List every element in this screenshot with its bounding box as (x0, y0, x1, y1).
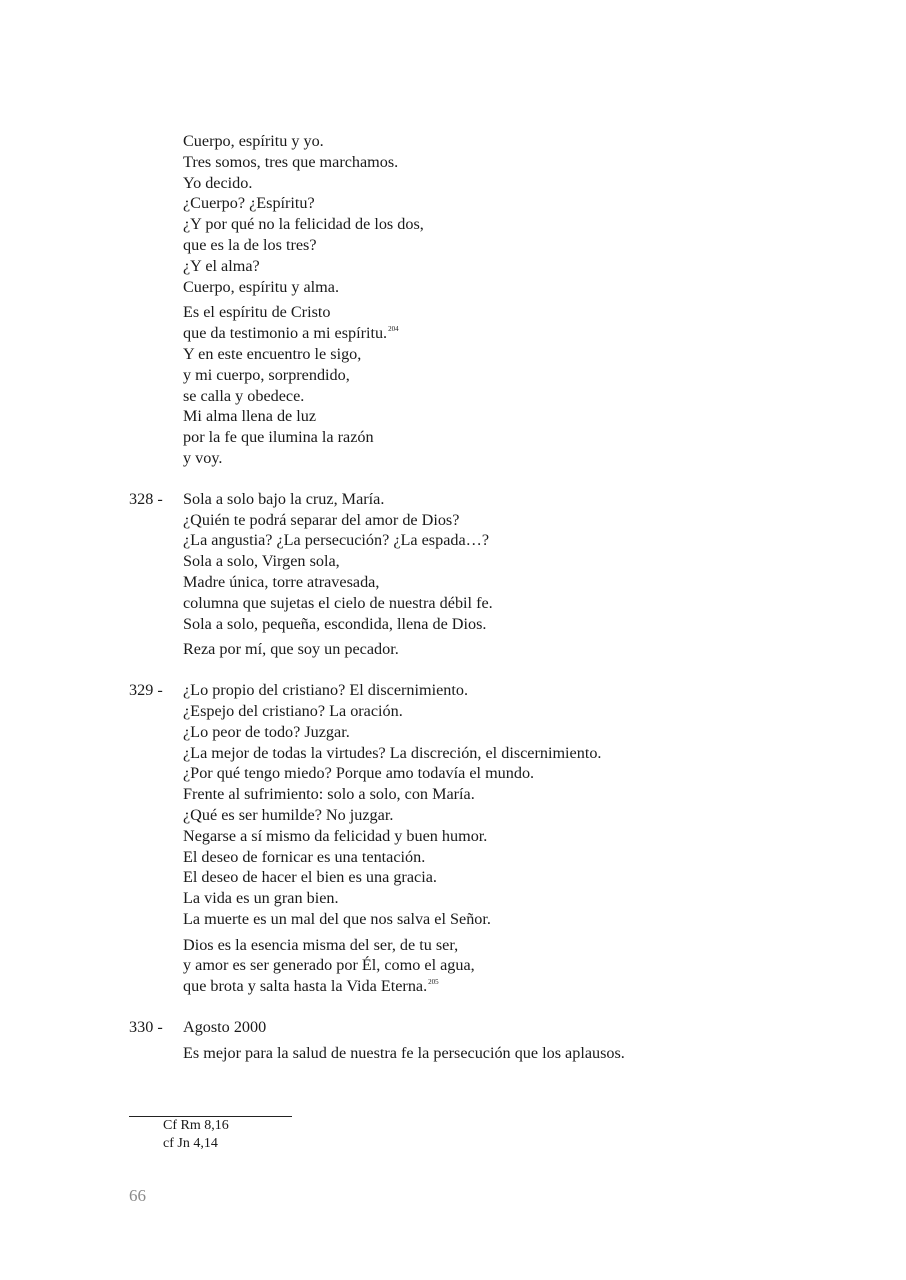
verse-line: ¿Y el alma? (183, 256, 260, 275)
verse-line: ¿La mejor de todas la virtudes? La discreción, el discernimiento. (183, 743, 602, 762)
entry-date: Agosto 2000 (183, 1018, 267, 1037)
verse-line: Es el espíritu de Cristo (183, 303, 331, 322)
verse-line: Mi alma llena de luz (183, 407, 317, 426)
footnotes (163, 1117, 229, 1152)
verse-line: Tres somos, tres que marchamos. (183, 152, 399, 171)
verse-line: ¿Y por qué no la felicidad de los dos, (183, 215, 424, 234)
verse-line: y mi cuerpo, sorprendido, (183, 365, 350, 384)
verse-line: Sola a solo bajo la cruz, María. (183, 489, 385, 508)
verse-line (183, 976, 829, 997)
footnote-ref-205[interactable]: 205 (428, 978, 439, 987)
verse-line: Y en este encuentro le sigo, (183, 344, 362, 363)
verse-line: Dios es la esencia misma del ser, de tu ser, (183, 935, 459, 954)
verse-line: ¿Qué es ser humilde? No juzgar. (183, 805, 394, 824)
verse-line: ¿Lo peor de todo? Juzgar. (183, 722, 350, 741)
verse-line: que es la de los tres? (183, 235, 317, 254)
verse-text: que brota y salta hasta la Vida Eterna. (183, 977, 428, 996)
entry-number: 329 - (129, 681, 163, 700)
verse-line: Yo decido. (183, 173, 253, 192)
page-number: 66 (129, 1186, 146, 1205)
verse-line: ¿Espejo del cristiano? La oración. (183, 701, 403, 720)
footnote-205: cf Jn 4,14 (163, 1135, 218, 1151)
verse-line: y amor es ser generado por Él, como el agua, (183, 956, 475, 975)
verse-line: El deseo de fornicar es una tentación. (183, 847, 426, 866)
verse-line: La vida es un gran bien. (183, 889, 339, 908)
verse-line: Reza por mí, que soy un pecador. (183, 640, 399, 659)
verse-line: Sola a solo, pequeña, escondida, llena de Dios. (183, 614, 487, 633)
entry-330 (129, 1017, 829, 1064)
entry-329 (129, 680, 829, 997)
verse-line: ¿Cuerpo? ¿Espíritu? (183, 194, 315, 213)
verse-line: y voy. (183, 448, 223, 467)
verse-line: Cuerpo, espíritu y alma. (183, 277, 339, 296)
verse-line: ¿La angustia? ¿La persecución? ¿La espada…? (183, 531, 490, 550)
verse-line (183, 323, 829, 344)
verse-line: Madre única, torre atravesada, (183, 572, 380, 591)
verse-line: ¿Quién te podrá separar del amor de Dios? (183, 510, 460, 529)
continuation-stanza-2 (129, 302, 829, 468)
verse-line: columna que sujetas el cielo de nuestra débil fe. (183, 593, 493, 612)
verse-line: Cuerpo, espíritu y yo. (183, 132, 324, 150)
entry-number: 330 - (129, 1018, 163, 1037)
entry-328 (129, 489, 829, 660)
footnote-ref-204[interactable]: 204 (388, 325, 399, 334)
verse-line: ¿Por qué tengo miedo? Porque amo todavía el mundo. (183, 764, 535, 783)
verse-line: ¿Lo propio del cristiano? El discernimiento. (183, 681, 468, 700)
page-body (129, 131, 829, 1064)
verse-text: que da testimonio a mi espíritu. (183, 324, 388, 343)
footnote-204: Cf Rm 8,16 (163, 1118, 229, 1133)
verse-line: La muerte es un mal del que nos salva el Señor. (183, 909, 491, 928)
verse-line: por la fe que ilumina la razón (183, 428, 374, 447)
entry-number: 328 - (129, 489, 163, 508)
verse-line: se calla y obedece. (183, 386, 305, 405)
verse-line: Sola a solo, Virgen sola, (183, 552, 340, 571)
verse-line: Es mejor para la salud de nuestra fe la persecución que los aplausos. (183, 1043, 625, 1062)
verse-line: Negarse a sí mismo da felicidad y buen humor. (183, 826, 488, 845)
verse-line: Frente al sufrimiento: solo a solo, con María. (183, 785, 475, 804)
verse-line: El deseo de hacer el bien es una gracia. (183, 868, 437, 887)
continuation-stanza-1 (129, 131, 829, 297)
